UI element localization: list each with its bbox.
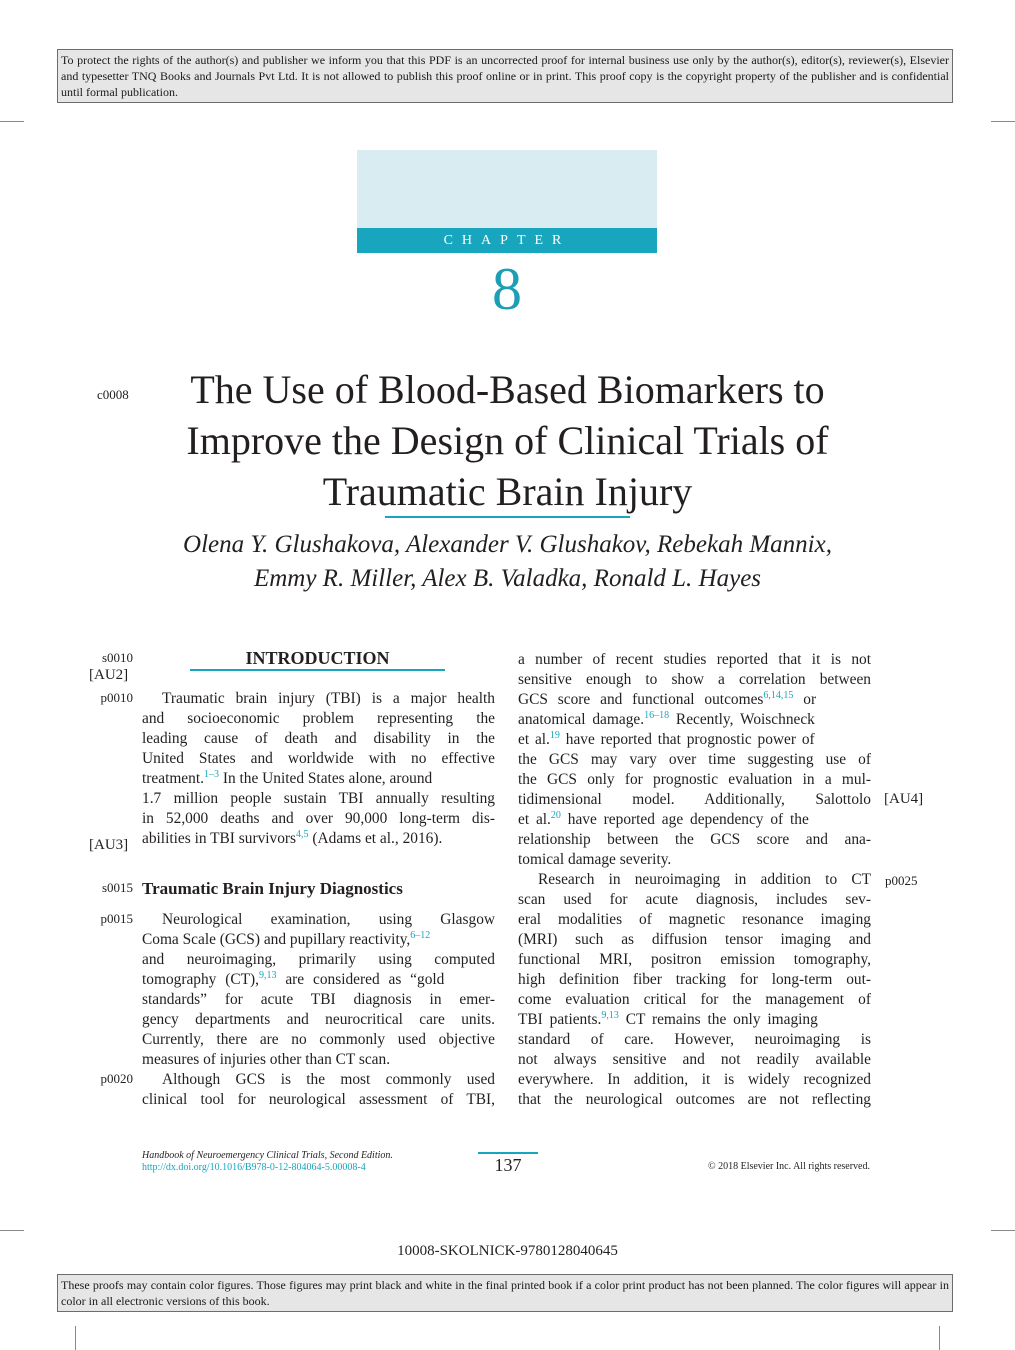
copyright: © 2018 Elsevier Inc. All rights reserved. bbox=[707, 1161, 870, 1172]
tag-p0015: p0015 bbox=[100, 911, 133, 926]
text-line: not always sensitive and not readily available bbox=[518, 1051, 871, 1068]
job-identifier: 10008-SKOLNICK-9780128040645 bbox=[397, 1243, 618, 1259]
text-line: that the neurological outcomes are not reflecting bbox=[518, 1091, 871, 1108]
text-line: clinical tool for neurological assessment of TBI, bbox=[142, 1091, 495, 1108]
citation-link[interactable]: 4,5 bbox=[296, 828, 309, 840]
chapter-label: CHAPTER bbox=[357, 228, 657, 253]
crop-mark bbox=[0, 121, 24, 122]
authors-line-2: Emmy R. Miller, Alex B. Valadka, Ronald L. Hayes bbox=[253, 565, 762, 592]
text-line: gency departments and neurocritical care units. bbox=[142, 1011, 495, 1028]
paragraph-p0015 bbox=[142, 910, 495, 1110]
tag-p0020: p0020 bbox=[100, 1071, 133, 1086]
book-citation bbox=[142, 1150, 393, 1174]
tag-p0025: p0025 bbox=[885, 873, 918, 888]
chapter-title-line-3: Traumatic Brain Injury bbox=[322, 469, 693, 514]
tag-p0010: p0010 bbox=[100, 690, 133, 705]
citation-link[interactable]: 1–3 bbox=[203, 768, 219, 780]
crop-mark bbox=[991, 1230, 1015, 1231]
text-line: tomical damage severity. bbox=[518, 851, 672, 868]
crop-mark bbox=[75, 1326, 76, 1350]
book-title: Handbook of Neuroemergency Clinical Trials, Second Edition. bbox=[142, 1150, 393, 1161]
text-line: Neurological examination, using Glasgow bbox=[162, 911, 495, 928]
author-query-au4[interactable]: [AU4] bbox=[884, 791, 924, 807]
citation-link[interactable]: 9,13 bbox=[259, 969, 277, 981]
text-line: and socioeconomic problem representing the bbox=[142, 710, 495, 727]
text-line: United States and worldwide with no effective bbox=[142, 750, 495, 767]
chapter-title-line-2: Improve the Design of Clinical Trials of bbox=[186, 418, 829, 463]
text-line: et al.$^{19}$ have reported that prognostic power of bbox=[518, 729, 815, 748]
crop-mark bbox=[991, 121, 1015, 122]
text-line: everywhere. In addition, it is widely recognized bbox=[518, 1071, 871, 1088]
text-line: Currently, there are no commonly used objective bbox=[142, 1031, 495, 1048]
text-line: GCS score and functional outcomes$^{6,14,15}$ or bbox=[518, 689, 817, 708]
text-line: abilities in TBI survivors$^{4,5}$ (Adams et al., 2016). bbox=[142, 828, 443, 847]
text-line: treatment.$^{1-3}$ In the United States alone, around bbox=[142, 768, 433, 787]
text-line: Although GCS is the most commonly used bbox=[162, 1071, 495, 1088]
text-line: tomography (CT),$^{9,13}$ are considered as “gold bbox=[142, 969, 445, 988]
text-line: functional MRI, positron emission tomography, bbox=[518, 951, 871, 968]
paragraph-p0020-continued bbox=[518, 650, 871, 1110]
tag-s0015: s0015 bbox=[101, 880, 133, 895]
text-line: eral modalities of magnetic resonance imaging bbox=[518, 911, 871, 928]
text-line: Research in neuroimaging in addition to CT bbox=[538, 871, 871, 888]
text-line: relationship between the GCS score and ana- bbox=[518, 831, 871, 848]
crop-mark bbox=[939, 1326, 940, 1350]
text-line: scan used for acute diagnosis, includes sev- bbox=[518, 891, 871, 908]
citation-link[interactable]: 16–18 bbox=[644, 709, 670, 721]
text-line: (MRI) such as diffusion tensor imaging and bbox=[518, 931, 871, 948]
text-line: sensitive enough to show a correlation between bbox=[518, 671, 871, 688]
citation-link[interactable]: 6–12 bbox=[410, 929, 431, 941]
tag-s0010: s0010 bbox=[101, 650, 133, 665]
text-line: the GCS may vary over time suggesting use of bbox=[518, 751, 871, 768]
doi-link[interactable]: http://dx.doi.org/10.1016/B978-0-12-804064-5.00008-4 bbox=[142, 1162, 366, 1173]
text-line: standards” for acute TBI diagnosis in emer- bbox=[142, 991, 495, 1008]
chapter-header-box bbox=[357, 150, 657, 228]
section-rule bbox=[190, 669, 445, 671]
citation-link[interactable]: 20 bbox=[550, 809, 561, 821]
chapter-number: 8 bbox=[492, 256, 522, 322]
text-line: TBI patients.$^{9,13}$ CT remains the only imaging bbox=[518, 1009, 818, 1028]
paragraph-p0010 bbox=[142, 689, 495, 849]
text-line: in 52,000 deaths and over 90,000 long-term dis- bbox=[142, 810, 495, 827]
citation-link[interactable]: 19 bbox=[549, 729, 560, 741]
text-line: the GCS only for prognostic evaluation in a mul- bbox=[518, 771, 871, 788]
proof-notice-bottom: These proofs may contain color figures. Those figures may print black and white in the final printed book if a color print product has not been planned. The color figures will appear in color in all electronic versions of this book. bbox=[57, 1274, 953, 1312]
chapter-title-line-1: The Use of Blood-Based Biomarkers to bbox=[190, 367, 825, 412]
citation-link[interactable]: 6,14,15 bbox=[763, 689, 794, 701]
author-query-au2[interactable]: [AU2] bbox=[89, 667, 129, 683]
text-line: leading cause of death and disability in the bbox=[142, 730, 495, 747]
title-rule bbox=[385, 516, 630, 518]
authors-line-1: Olena Y. Glushakova, Alexander V. Glushakov, Rebekah Mannix, bbox=[183, 531, 832, 558]
text-line: Coma Scale (GCS) and pupillary reactivity,$^{6-12}$ bbox=[142, 929, 431, 948]
text-line: come evaluation critical for the management of bbox=[518, 991, 871, 1008]
citation-link[interactable]: 9,13 bbox=[601, 1009, 619, 1021]
author-query-au3[interactable]: [AU3] bbox=[89, 837, 129, 853]
text-line: tidimensional model. Additionally, Salottolo bbox=[518, 791, 871, 808]
text-line: measures of injuries other than CT scan. bbox=[142, 1051, 391, 1068]
subheading-tbi-diagnostics: Traumatic Brain Injury Diagnostics bbox=[142, 879, 403, 898]
text-line: anatomical damage.$^{16-18}$ Recently, Woischneck bbox=[518, 709, 815, 728]
proof-notice-top: To protect the rights of the author(s) and publisher we inform you that this PDF is an uncorrected proof for internal business use only by the author(s), editor(s), reviewer(s), Elsevier and typesetter TNQ Books and Journals Pvt Ltd. It is not allowed to publish this proof online or in print. This proof copy is the copyright property of the publisher and is confidential until formal publication. bbox=[57, 49, 953, 103]
text-line: high definition fiber tracking for long-term out- bbox=[518, 971, 871, 988]
page-number-rule bbox=[478, 1152, 538, 1154]
text-line: Traumatic brain injury (TBI) is a major health bbox=[162, 690, 495, 707]
text-line: standard of care. However, neuroimaging is bbox=[518, 1031, 871, 1048]
page-number: 137 bbox=[494, 1155, 522, 1175]
text-line: 1.7 million people sustain TBI annually resulting bbox=[142, 790, 495, 807]
text-line: and neuroimaging, primarily using computed bbox=[142, 951, 495, 968]
text-line: et al.$^{20}$ have reported age dependency of the bbox=[518, 809, 809, 828]
text-line: a number of recent studies reported that it is not bbox=[518, 651, 871, 668]
crop-mark bbox=[0, 1230, 24, 1231]
section-heading-introduction: INTRODUCTION bbox=[245, 648, 390, 668]
chapter-tag: c0008 bbox=[97, 387, 129, 402]
